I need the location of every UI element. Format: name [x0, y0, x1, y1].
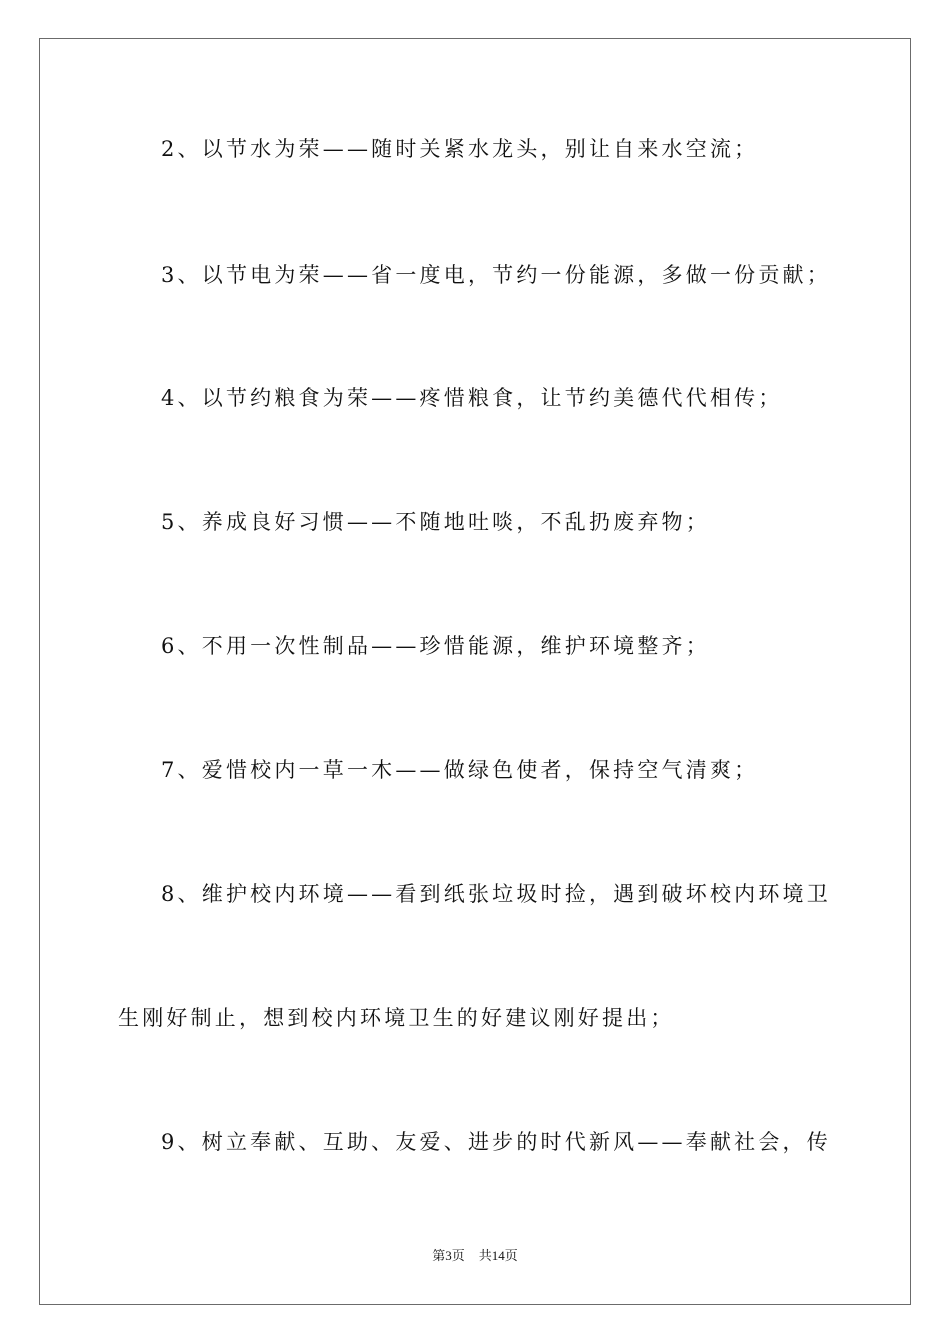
page-footer [0, 1247, 950, 1265]
list-item-4: 4、以节约粮食为荣——疼惜粮食，让节约美德代代相传； [161, 386, 783, 410]
list-item-8-continued: 生刚好制止，想到校内环境卫生的好建议刚好提出； [118, 1006, 675, 1030]
page-number-current: 第3页 [432, 1248, 465, 1263]
page-border [39, 38, 911, 1305]
list-item-6: 6、不用一次性制品——珍惜能源，维护环境整齐； [161, 634, 710, 658]
list-item-5: 5、养成良好习惯——不随地吐啖，不乱扔废弃物； [161, 510, 710, 534]
page-number-total: 共14页 [478, 1248, 518, 1263]
list-item-2: 2、以节水为荣——随时关紧水龙头，别让自来水空流； [161, 137, 759, 161]
list-item-7: 7、爱惜校内一草一木——做绿色使者，保持空气清爽； [161, 758, 759, 782]
list-item-9: 9、树立奉献、互助、友爱、进步的时代新风——奉献社会，传 [161, 1130, 831, 1154]
list-item-3: 3、以节电为荣——省一度电，节约一份能源，多做一份贡献； [161, 263, 831, 287]
list-item-8: 8、维护校内环境——看到纸张垃圾时捡，遇到破坏校内环境卫 [161, 882, 831, 906]
